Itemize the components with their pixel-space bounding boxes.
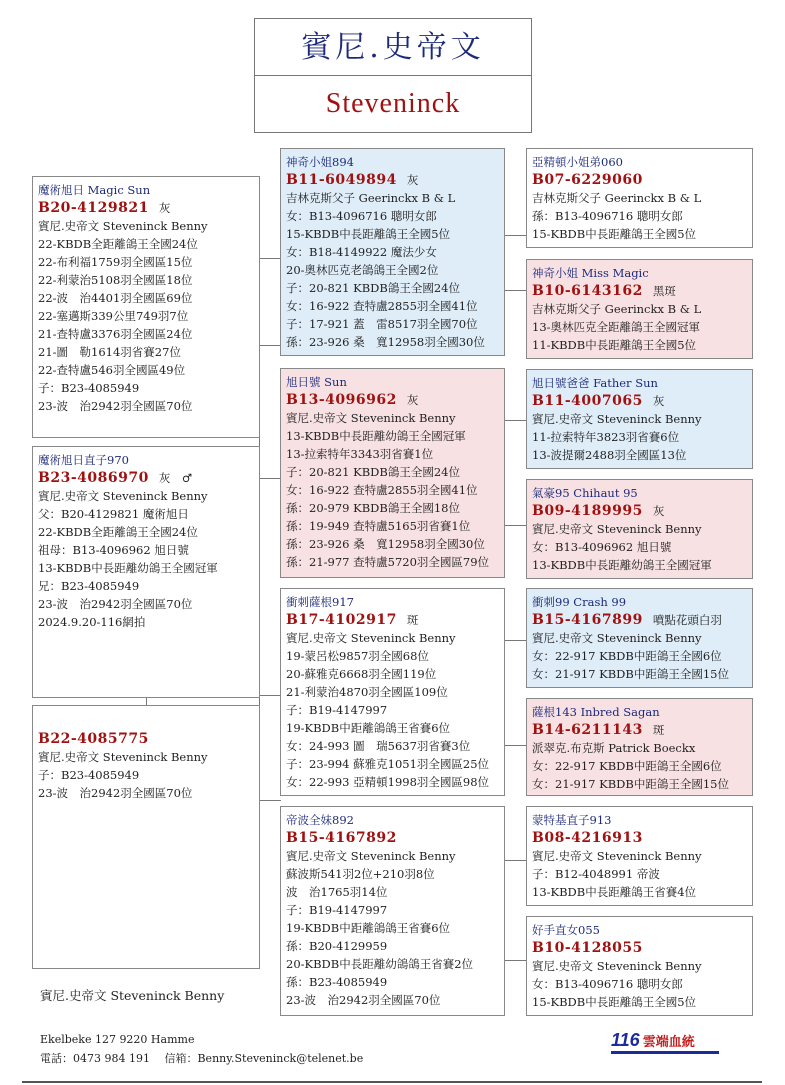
info-line: 子：B19-4147997 [286, 903, 388, 917]
bird-color: 灰 [158, 201, 171, 215]
info-line: 19-KBDB中距離鴿鴿王省賽6位 [286, 721, 451, 735]
info-line: 賓尼.史帝文 Steveninck Benny [532, 631, 702, 645]
info-line: 兄：B23-4085949 [38, 579, 140, 593]
info-line: 賓尼.史帝文 Steveninck Benny [286, 411, 456, 425]
info-line: 子：20-821 KBDB鴿王全國24位 [286, 465, 460, 479]
pedigree-box-gen2-4 [280, 806, 505, 1016]
title-chinese: 賓尼.史帝文 [255, 19, 531, 76]
info-line: 13-波提爾2488羽全國區13位 [532, 448, 687, 462]
ring-number: B15-4167899 [532, 612, 643, 628]
ring-number: B13-4096962 [286, 392, 397, 408]
connector-line [504, 525, 526, 526]
pedigree-box-subject [32, 446, 260, 698]
bird-name: 衝刺99 Crash 99 [532, 595, 627, 609]
info-line: 祖母：B13-4096962 旭日號 [38, 543, 189, 557]
logo-number: 116 [611, 1030, 640, 1050]
info-line: 賓尼.史帝文 Steveninck Benny [532, 412, 702, 426]
info-line: 派翠克.布克斯 Patrick Boeckx [532, 741, 696, 755]
bird-name: 神奇小姐894 [286, 155, 354, 169]
info-line: 23-波 治2942羽全國區70位 [38, 399, 193, 413]
info-line: 23-波 治2942羽全國區70位 [38, 597, 193, 611]
info-line: 父：B20-4129821 魔術旭日 [38, 507, 189, 521]
info-line: 13-拉索特年3343羽省賽1位 [286, 447, 434, 461]
info-line: 賓尼.史帝文 Steveninck Benny [532, 522, 702, 536]
info-line: 11-拉索特年3823羽省賽6位 [532, 430, 680, 444]
ring-number: B11-6049894 [286, 172, 397, 188]
pedigree-box-gen3-7 [526, 806, 753, 906]
info-line: 2024.9.20-116網拍 [38, 615, 146, 629]
bird-name: 神奇小姐 Miss Magic [532, 266, 649, 280]
info-line: 15-KBDB中長距離鴿王全國5位 [532, 995, 697, 1009]
info-line: 15-KBDB中長距離鴿王全國5位 [532, 227, 697, 241]
info-line: 賓尼.史帝文 Steveninck Benny [38, 750, 208, 764]
ring-number: B11-4007065 [532, 393, 643, 409]
info-line: 女：16-922 查特盧2855羽全國41位 [286, 299, 478, 313]
contact-info: 電話：0473 984 191 信箱：Benny.Steveninck@telenet.be [40, 1052, 364, 1065]
ring-number: B20-4129821 [38, 200, 149, 216]
info-line: 賓尼.史帝文 Steveninck Benny [532, 959, 702, 973]
info-line: 子：B23-4085949 [38, 768, 140, 782]
info-line: 11-KBDB中長距離鴿王全國5位 [532, 338, 697, 352]
info-line: 22-塞邁斯339公里749羽7位 [38, 309, 189, 323]
info-line: 子：B23-4085949 [38, 381, 140, 395]
info-line: 15-KBDB中長距離鴿王全國5位 [286, 227, 451, 241]
bird-color: 斑 [652, 723, 665, 737]
bird-color: 黑斑 [652, 284, 676, 298]
bird-color: 斑 [406, 613, 419, 627]
pedigree-box-gen3-5 [526, 588, 753, 688]
ring-number: B07-6229060 [532, 172, 643, 188]
ring-number: B08-4216913 [532, 830, 643, 846]
info-line: 蘇波斯541羽2位+210羽8位 [286, 867, 435, 881]
info-line: 21-圖 勒1614羽省賽27位 [38, 345, 181, 359]
info-line: 女：22-917 KBDB中距鴿王全國6位 [532, 759, 722, 773]
bird-color: 灰 ♂ [158, 471, 193, 485]
connector-line [504, 960, 526, 961]
connector-line [259, 800, 281, 801]
info-line: 21-利蒙治4870羽全國區109位 [286, 685, 448, 699]
logo-underline [611, 1051, 719, 1054]
connector-line [504, 640, 526, 641]
ring-number: B23-4086970 [38, 470, 149, 486]
info-line: 子：17-921 蓋 雷8517羽全國70位 [286, 317, 478, 331]
address: Ekelbeke 127 9220 Hamme [40, 1033, 195, 1046]
info-line: 22-KBDB全距離鴿王全國24位 [38, 525, 198, 539]
connector-line [259, 258, 281, 259]
bird-name: 薩根143 Inbred Sagan [532, 705, 660, 719]
info-line: 孫：B23-4085949 [286, 975, 388, 989]
ring-number: B14-6211143 [532, 722, 643, 738]
bird-name: 亞精頓小姐弟060 [532, 155, 623, 169]
ring-number: B09-4189995 [532, 503, 643, 519]
title-english: Steveninck [325, 88, 461, 119]
info-line: 13-KBDB中長距離鴿王省賽4位 [532, 885, 697, 899]
bird-color: 噴點花頭白羽 [652, 613, 722, 627]
bird-color: 灰 [652, 394, 665, 408]
info-line: 賓尼.史帝文 Steveninck Benny [286, 631, 456, 645]
bottom-divider [22, 1081, 762, 1083]
info-line: 孫：B20-4129959 [286, 939, 388, 953]
bird-name: 旭日號爸爸 Father Sun [532, 376, 658, 390]
info-line: 孫：21-977 查特盧5720羽全國區79位 [286, 555, 490, 569]
bird-name: 魔術旭日 Magic Sun [38, 183, 151, 197]
info-line: 13-KBDB中長距離幼鴿王全國冠軍 [38, 561, 218, 575]
title-box [254, 18, 532, 133]
bird-color: 灰 [406, 173, 419, 187]
ring-number: B10-4128055 [532, 940, 643, 956]
info-line: 波 治1765羽14位 [286, 885, 388, 899]
info-line: 吉林克斯父子 Geerinckx B & L [286, 191, 456, 205]
info-line: 20-奧林匹克老鴿鴿王全國2位 [286, 263, 439, 277]
info-line: 賓尼.史帝文 Steveninck Benny [286, 849, 456, 863]
brand-logo [611, 1030, 721, 1056]
info-line: 23-波 治2942羽全國區70位 [38, 786, 193, 800]
info-line: 21-查特盧3376羽全國區24位 [38, 327, 193, 341]
owner-name: 賓尼.史帝文 Steveninck Benny [40, 988, 225, 1003]
info-line: 女：22-917 KBDB中距鴿王全國6位 [532, 649, 722, 663]
connector-line [504, 290, 526, 291]
connector-line [504, 745, 526, 746]
connector-line [504, 420, 526, 421]
info-line: 22-查特盧546羽全國區49位 [38, 363, 186, 377]
info-line: 19-蒙呂松9857羽全國68位 [286, 649, 429, 663]
connector-line [259, 345, 281, 346]
info-line: 20-KBDB中長距離幼鴿鴿王省賽2位 [286, 957, 474, 971]
info-line: 孫：B13-4096716 聰明女郎 [532, 209, 683, 223]
info-line: 賓尼.史帝文 Steveninck Benny [38, 489, 208, 503]
info-line: 孫：20-979 KBDB鴿王全國18位 [286, 501, 460, 515]
info-line: 23-波 治2942羽全國區70位 [286, 993, 441, 1007]
info-line: 22-KBDB全距離鴿王全國24位 [38, 237, 198, 251]
connector-line [259, 478, 281, 479]
connector-line [146, 697, 147, 705]
pedigree-box-dam [32, 705, 260, 969]
info-line: 女：22-993 亞精頓1998羽全國區98位 [286, 775, 490, 789]
info-line: 22-利蒙治5108羽全國區18位 [38, 273, 193, 287]
pedigree-box-gen3-6 [526, 698, 753, 796]
connector-line [504, 860, 526, 861]
ring-number: B17-4102917 [286, 612, 397, 628]
pedigree-box-gen3-3 [526, 369, 753, 469]
info-line: 子：23-994 蘇雅克1051羽全國區25位 [286, 757, 490, 771]
info-line: 子：B19-4147997 [286, 703, 388, 717]
info-line: 13-KBDB中長距離幼鴿王全國冠軍 [532, 558, 712, 572]
info-line: 子：20-821 KBDB鴿王全國24位 [286, 281, 460, 295]
ring-number: B22-4085775 [38, 731, 149, 747]
info-line: 13-奧林匹克全距離鴿王全國冠軍 [532, 320, 701, 334]
info-line: 子：B12-4048991 帝波 [532, 867, 660, 881]
info-line: 孫：23-926 桑 寬12958羽全國30位 [286, 335, 485, 349]
bird-name: 旭日號 Sun [286, 375, 347, 389]
bird-color: 灰 [652, 504, 665, 518]
info-line: 女：B13-4096716 聰明女郎 [286, 209, 437, 223]
connector-line [504, 235, 526, 236]
bird-name: 蒙特基直子913 [532, 813, 612, 827]
info-line: 13-KBDB中長距離幼鴿王全國冠軍 [286, 429, 466, 443]
info-line: 22-波 治4401羽全國區69位 [38, 291, 193, 305]
pedigree-box-gen2-1 [280, 148, 505, 356]
ring-number: B15-4167892 [286, 830, 397, 846]
bird-color: 灰 [406, 393, 419, 407]
info-line: 女：21-917 KBDB中距鴿王全國15位 [532, 667, 729, 681]
ring-number: B10-6143162 [532, 283, 643, 299]
pedigree-box-gen3-4 [526, 479, 753, 579]
pedigree-box-gen3-8 [526, 916, 753, 1016]
bird-name: 氣豪95 Chihaut 95 [532, 486, 638, 500]
bird-name: 衝刺薩根917 [286, 595, 354, 609]
info-line: 孫：19-949 查特盧5165羽省賽1位 [286, 519, 471, 533]
info-line: 女：B13-4096716 聰明女郎 [532, 977, 683, 991]
bird-name: 帝波全妹892 [286, 813, 354, 827]
pedigree-box-gen2-3 [280, 588, 505, 796]
bird-name: 魔術旭日直子970 [38, 453, 129, 467]
info-line: 22-布利福1759羽全國區15位 [38, 255, 193, 269]
pedigree-box-sire [32, 176, 260, 438]
logo-text: 雲端血統 [642, 1034, 695, 1049]
info-line: 女：24-993 圖 瑞5637羽省賽3位 [286, 739, 471, 753]
info-line: 女：21-917 KBDB中距鴿王全國15位 [532, 777, 729, 791]
info-line: 女：B13-4096962 旭日號 [532, 540, 672, 554]
info-line: 賓尼.史帝文 Steveninck Benny [532, 849, 702, 863]
pedigree-box-gen3-1 [526, 148, 753, 248]
info-line: 20-蘇雅克6668羽全國119位 [286, 667, 437, 681]
connector-line [259, 695, 281, 696]
info-line: 女：16-922 查特盧2855羽全國41位 [286, 483, 478, 497]
pedigree-box-gen2-2 [280, 368, 505, 578]
info-line: 19-KBDB中距離鴿鴿王省賽6位 [286, 921, 451, 935]
bird-name: 好手直女055 [532, 923, 600, 937]
info-line: 賓尼.史帝文 Steveninck Benny [38, 219, 208, 233]
info-line: 吉林克斯父子 Geerinckx B & L [532, 191, 702, 205]
info-line: 吉林克斯父子 Geerinckx B & L [532, 302, 702, 316]
info-line: 孫：23-926 桑 寬12958羽全國30位 [286, 537, 485, 551]
info-line: 女：B18-4149922 魔法少女 [286, 245, 437, 259]
pedigree-box-gen3-2 [526, 259, 753, 359]
